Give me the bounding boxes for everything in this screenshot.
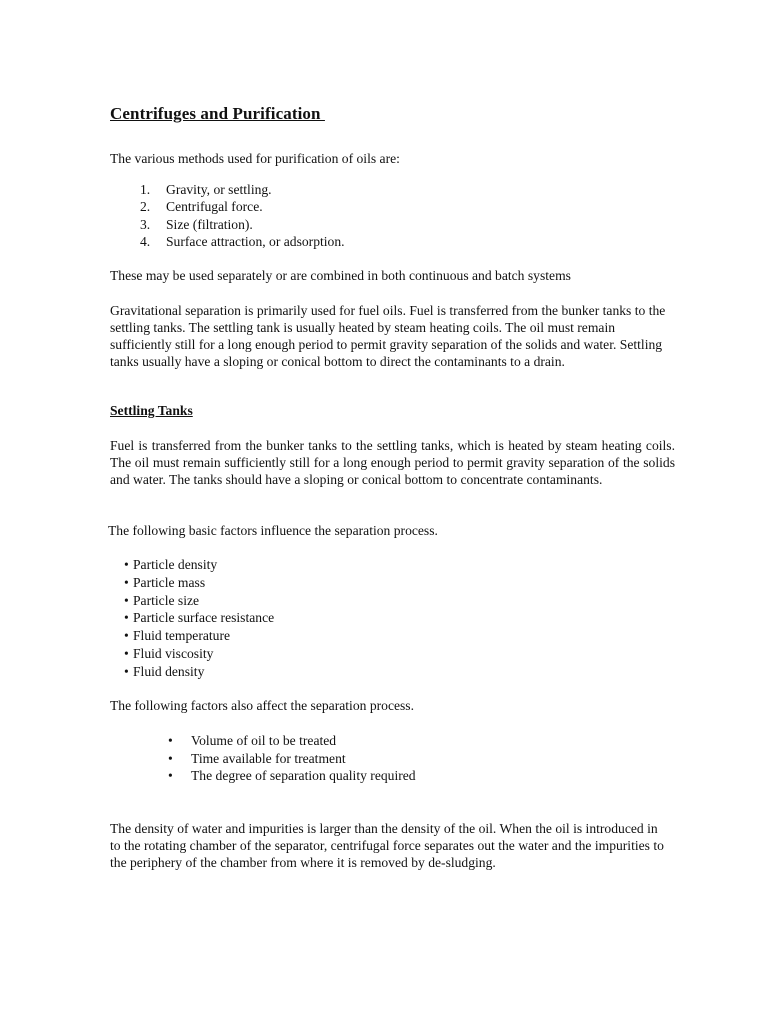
list-item: • Time available for treatment bbox=[168, 750, 416, 768]
basic-factors-list bbox=[124, 556, 274, 681]
systems-note: These may be used separately or are combined in both continuous and batch systems bbox=[110, 268, 571, 283]
list-item: • Particle mass bbox=[124, 574, 274, 592]
list-item: • Fluid density bbox=[124, 663, 274, 681]
list-item-text: Surface attraction, or adsorption. bbox=[166, 233, 345, 249]
list-item-text: Centrifugal force. bbox=[166, 199, 263, 215]
other-factors-intro: The following factors also affect the separation process. bbox=[110, 698, 414, 713]
list-item: • Particle size bbox=[124, 592, 274, 610]
intro-text: The various methods used for purification of oils are: bbox=[110, 151, 400, 166]
list-item bbox=[140, 233, 345, 250]
list-item: • Fluid viscosity bbox=[124, 645, 274, 663]
list-item bbox=[140, 181, 345, 198]
list-item: • Volume of oil to be treated bbox=[168, 732, 416, 750]
list-number: 4. bbox=[140, 233, 151, 249]
list-item-text: Size (filtration). bbox=[166, 216, 253, 232]
basic-factors-intro: The following basic factors influence the separation process. bbox=[108, 523, 438, 538]
list-number: 1. bbox=[140, 182, 151, 197]
methods-list bbox=[140, 181, 345, 250]
list-item bbox=[140, 216, 345, 233]
list-item bbox=[140, 198, 345, 215]
list-number: 2. bbox=[140, 199, 151, 215]
list-item: • Particle surface resistance bbox=[124, 609, 274, 627]
list-item: • Fluid temperature bbox=[124, 627, 274, 645]
gravitational-paragraph: Gravitational separation is primarily used for fuel oils. Fuel is transferred from the bunker tanks to the settling tanks. The settling tank is usually heated by steam heating coils. The oil must remain sufficiently still for a long enough period to permit gravity separation of the solids and water. Settling tanks usually have a sloping or conical bottom to direct the contaminants to a drain. bbox=[110, 303, 666, 369]
list-number: 3. bbox=[140, 216, 151, 232]
settling-paragraph: Fuel is transferred from the bunker tanks to the settling tanks, which is heated by steam heating coils. The oil must remain sufficiently still for a long enough period to permit gravity separation of the solids and water. The tanks should have a sloping or conical bottom to concentrate contaminants. bbox=[110, 438, 675, 487]
page-title: Centrifuges and Purification bbox=[110, 104, 325, 123]
list-item: • The degree of separation quality required bbox=[168, 767, 416, 785]
list-item-text: Gravity, or settling. bbox=[166, 182, 272, 197]
other-factors-list bbox=[168, 732, 416, 785]
list-item: • Particle density bbox=[124, 556, 274, 574]
density-paragraph: The density of water and impurities is larger than the density of the oil. When the oil is introduced in to the rotating chamber of the separator, centrifugal force separates out the water and the impurities to the periphery of the chamber from where it is removed by de-sludging. bbox=[110, 821, 664, 870]
settling-tanks-heading: Settling Tanks bbox=[110, 403, 193, 418]
